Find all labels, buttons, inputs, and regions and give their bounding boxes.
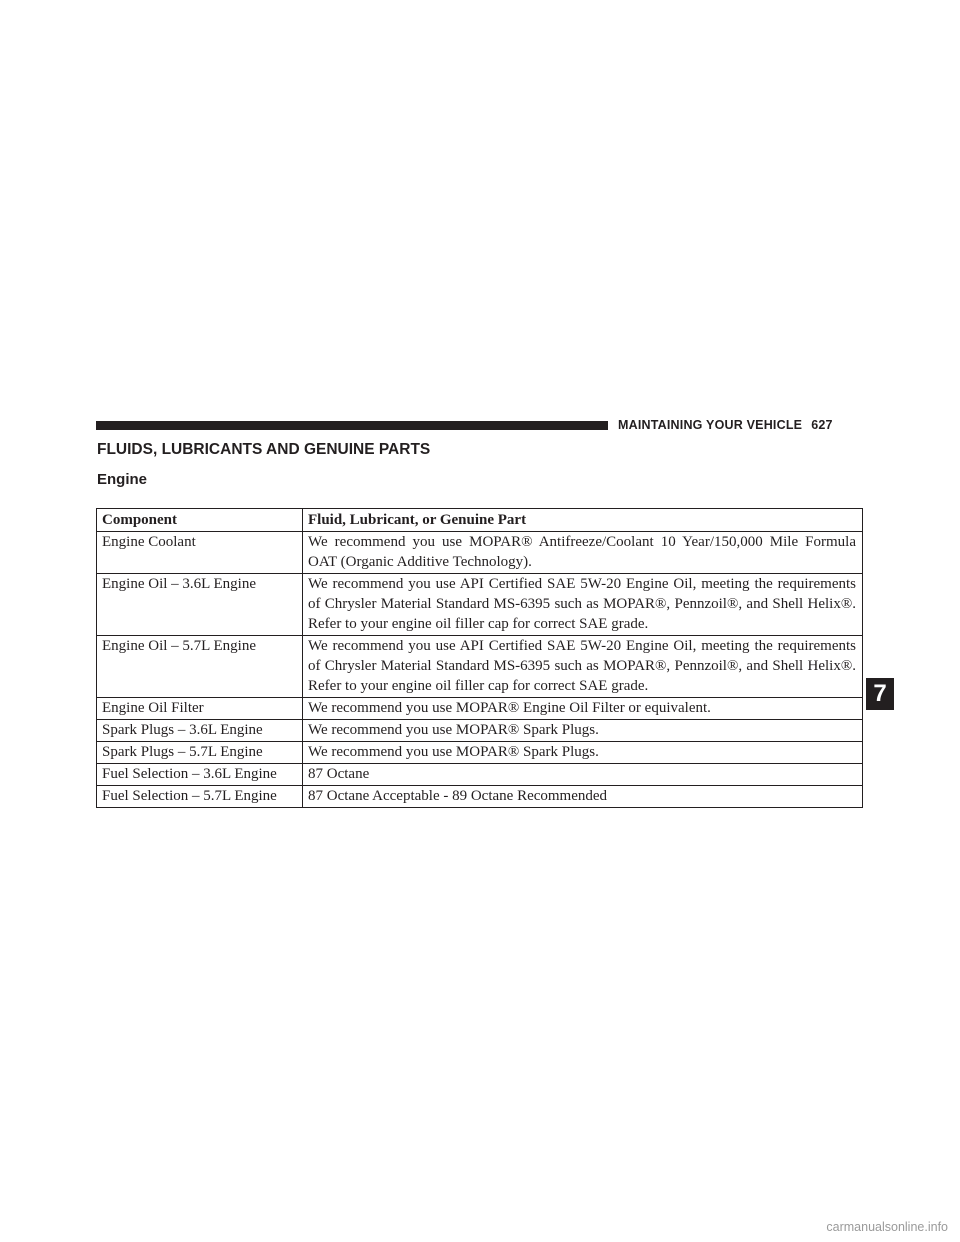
fluid-cell: 87 Octane Acceptable - 89 Octane Recommended: [303, 786, 863, 808]
fluid-cell: We recommend you use MOPAR® Spark Plugs.: [303, 720, 863, 742]
component-cell: Engine Coolant: [97, 532, 303, 574]
subsection-title: Engine: [97, 471, 148, 488]
fluid-cell: 87 Octane: [303, 764, 863, 786]
table-header-row: [97, 509, 863, 532]
table-row: [97, 532, 863, 574]
table-row: [97, 742, 863, 764]
component-cell: Spark Plugs – 5.7L Engine: [97, 742, 303, 764]
fluids-table: [96, 508, 863, 808]
column-header-component: Component: [97, 509, 303, 532]
fluid-cell: We recommend you use MOPAR® Engine Oil Filter or equivalent.: [303, 698, 863, 720]
running-head: [618, 418, 833, 432]
column-header-fluid: Fluid, Lubricant, or Genuine Part: [303, 509, 863, 532]
table-row: [97, 786, 863, 808]
fluid-cell: We recommend you use MOPAR® Spark Plugs.: [303, 742, 863, 764]
fluid-cell: We recommend you use API Certified SAE 5W-20 Engine Oil, meeting the requirements of Chrysler Material Standard MS-6395 such as MOPAR®, Pennzoil®, and Shell Helix®. Refer to your engine oil filler cap for correct SAE grade.: [303, 574, 863, 636]
running-head-section: MAINTAINING YOUR VEHICLE: [618, 418, 803, 432]
section-title: FLUIDS, LUBRICANTS AND GENUINE PARTS: [97, 441, 431, 458]
page-number: 627: [811, 418, 833, 432]
table-row: [97, 636, 863, 698]
table-row: [97, 720, 863, 742]
component-cell: Engine Oil Filter: [97, 698, 303, 720]
component-cell: Engine Oil – 3.6L Engine: [97, 574, 303, 636]
component-cell: Spark Plugs – 3.6L Engine: [97, 720, 303, 742]
fluid-cell: We recommend you use API Certified SAE 5W-20 Engine Oil, meeting the requirements of Chrysler Material Standard MS-6395 such as MOPAR®, Pennzoil®, and Shell Helix®. Refer to your engine oil filler cap for correct SAE grade.: [303, 636, 863, 698]
chapter-tab: 7: [866, 678, 894, 710]
component-cell: Fuel Selection – 5.7L Engine: [97, 786, 303, 808]
table-row: [97, 698, 863, 720]
component-cell: Fuel Selection – 3.6L Engine: [97, 764, 303, 786]
watermark: carmanualsonline.info: [826, 1220, 948, 1234]
header-rule: [96, 421, 608, 430]
fluid-cell: We recommend you use MOPAR® Antifreeze/Coolant 10 Year/150,000 Mile Formula OAT (Organic Additive Technology).: [303, 532, 863, 574]
table-row: [97, 764, 863, 786]
table-row: [97, 574, 863, 636]
component-cell: Engine Oil – 5.7L Engine: [97, 636, 303, 698]
